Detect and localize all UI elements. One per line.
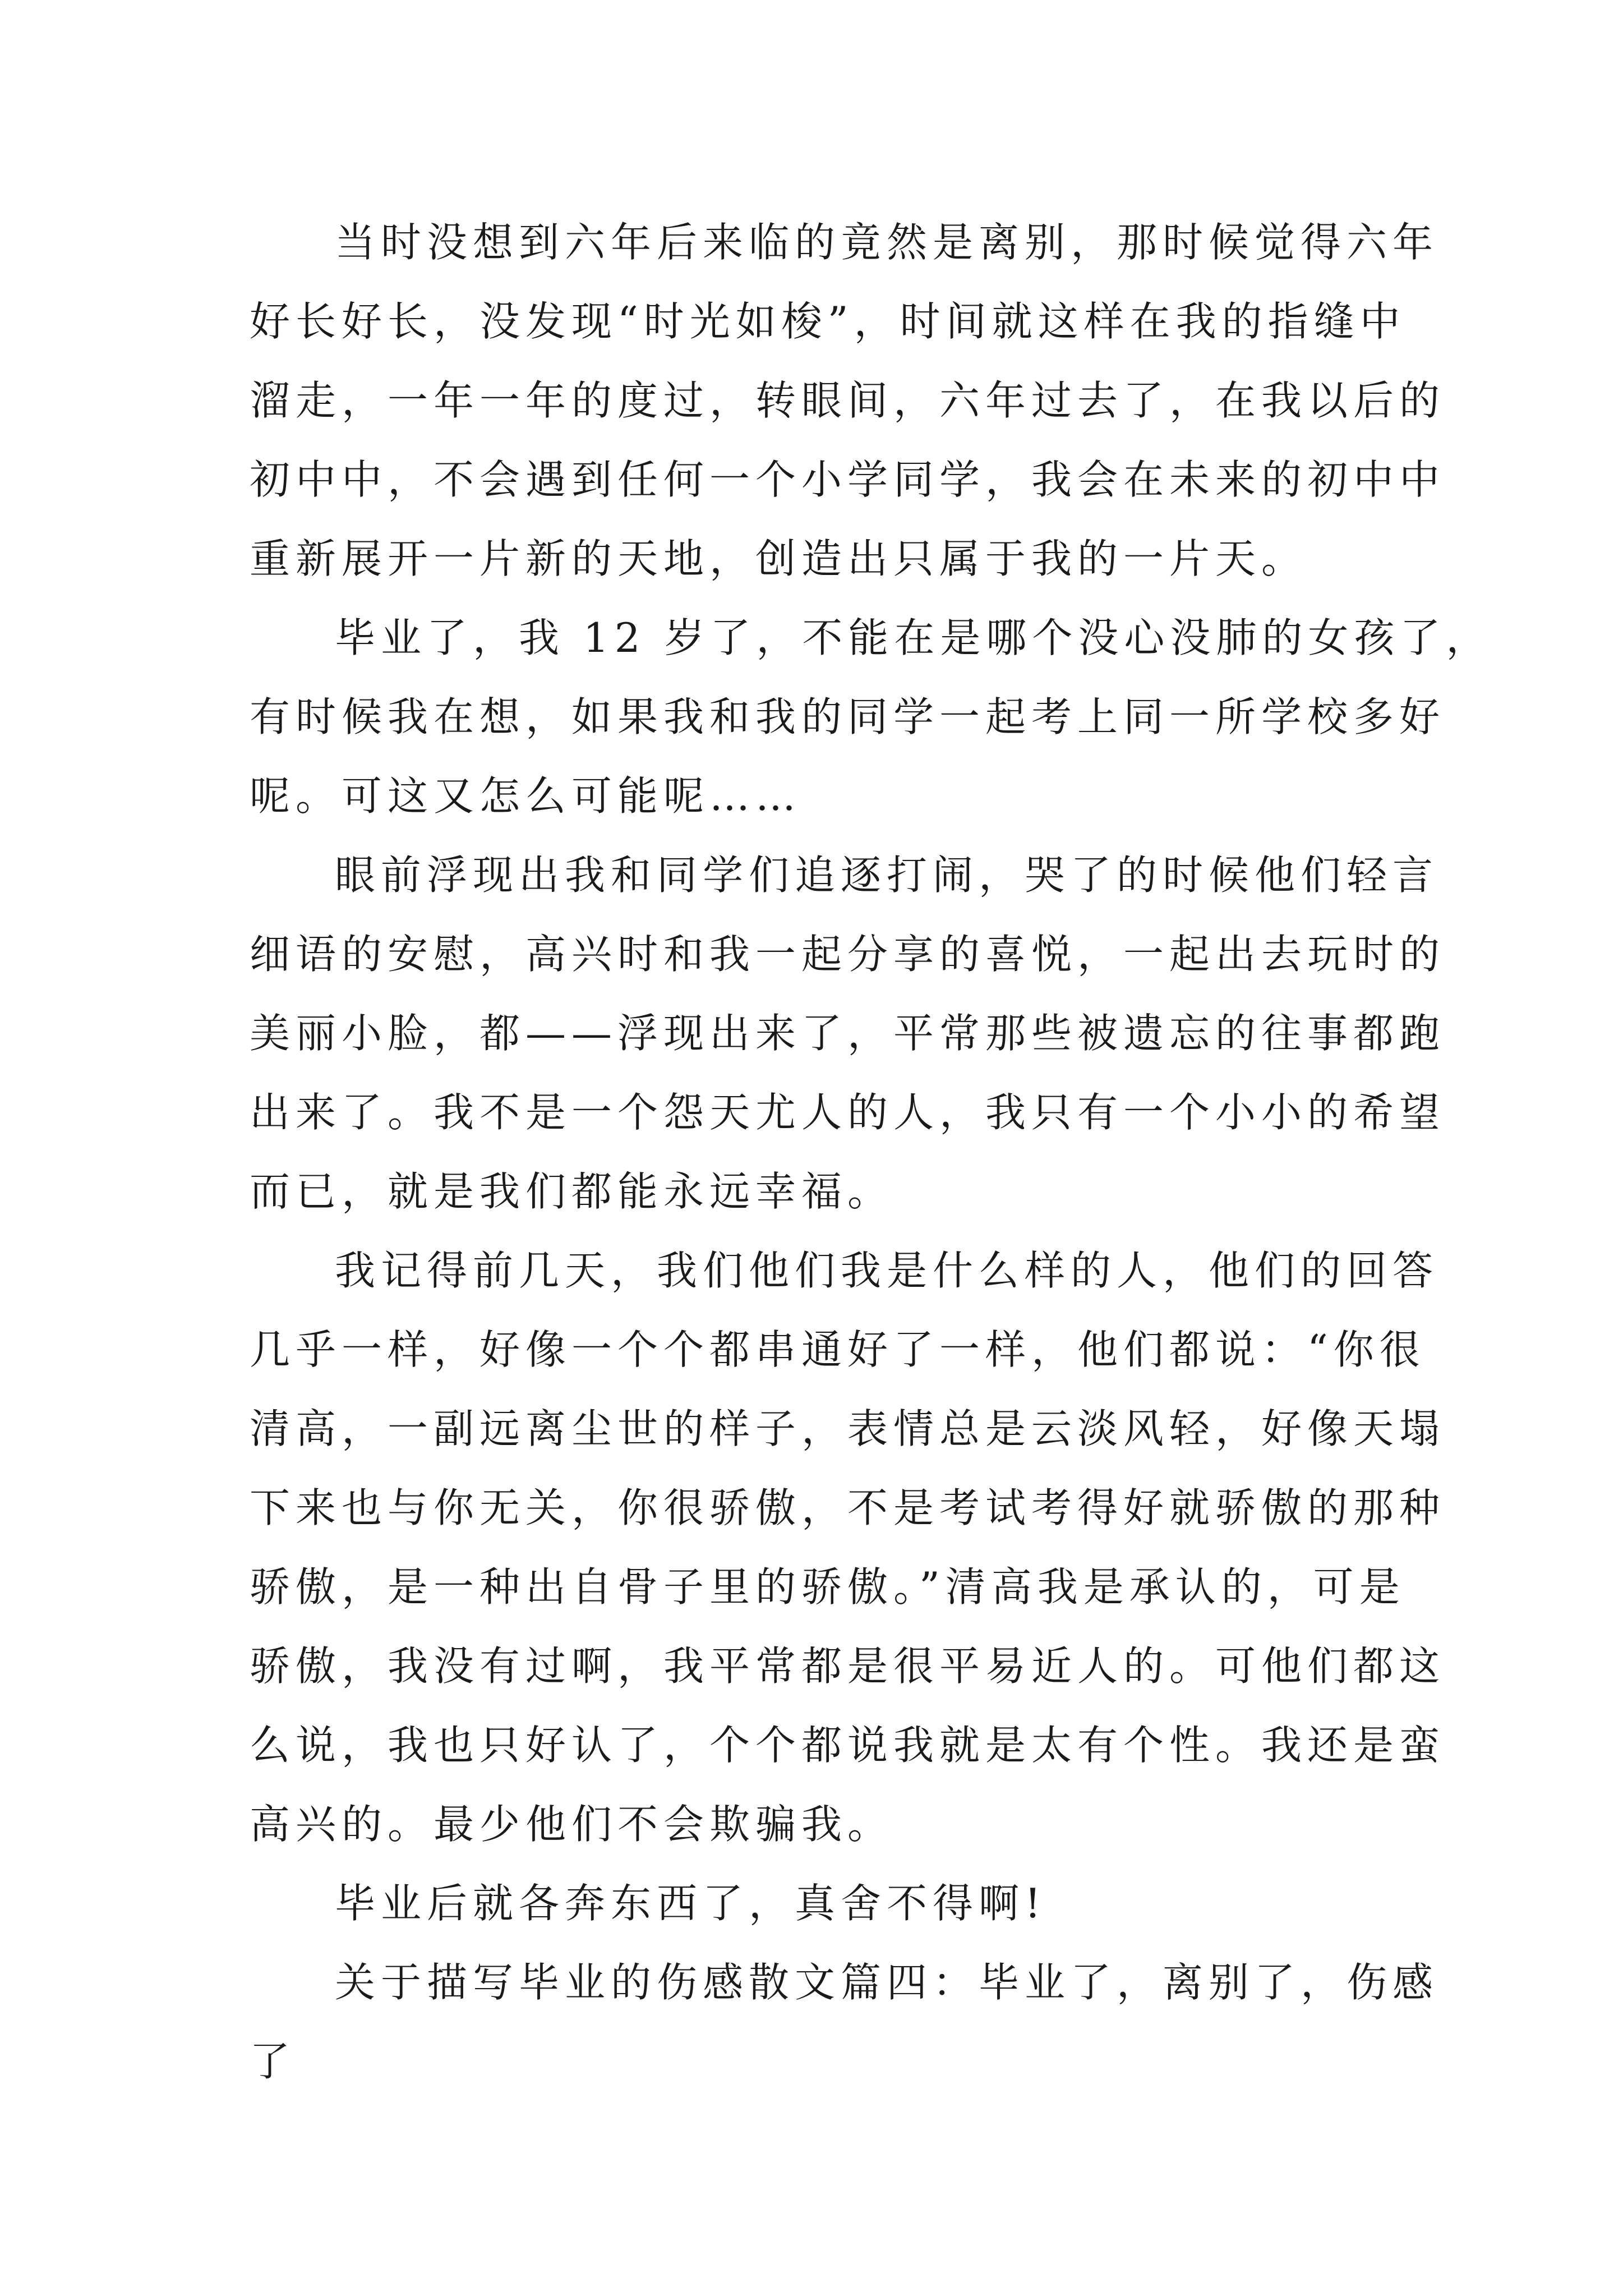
- text-line: 好长好长，没发现“时光如梭”，时间就这样在我的指缝中: [250, 298, 1406, 345]
- text-line: 重新展开一片新的天地，创造出只属于我的一片天。: [250, 535, 1308, 582]
- text-line: 当时没想到六年后来临的竟然是离别，那时候觉得六年: [335, 219, 1439, 266]
- paragraph: [250, 599, 1492, 836]
- text-line: 下来也与你无关，你很骄傲，不是考试考得好就骄傲的那种: [250, 1484, 1446, 1531]
- text-line: 骄傲，是一种出自骨子里的骄傲。”清高我是承认的，可是: [250, 1563, 1405, 1611]
- text-line: 出来了。我不是一个怨天尤人的人，我只有一个小小的希望: [250, 1089, 1446, 1136]
- paragraph: [250, 1943, 1439, 2101]
- text-line: 毕业后就各奔东西了，真舍不得啊!: [335, 1880, 1046, 1927]
- body-text: [250, 203, 1492, 2101]
- paragraph: [250, 836, 1446, 1231]
- text-line: 细语的安慰，高兴时和我一起分享的喜悦，一起出去玩时的: [250, 931, 1446, 978]
- paragraph: [250, 1864, 1394, 1943]
- text-line: 高兴的。最少他们不会欺骗我。: [250, 1801, 894, 1848]
- text-line: 清高，一副远离尘世的样子，表情总是云淡风轻，好像天塌: [250, 1405, 1446, 1452]
- text-line: 有时候我在想，如果我和我的同学一起考上同一所学校多好: [250, 693, 1446, 740]
- text-line: 美丽小脸，都——浮现出来了，平常那些被遗忘的往事都跑: [250, 1010, 1446, 1057]
- text-line: 了: [250, 2038, 296, 2085]
- paragraph: [250, 203, 1446, 599]
- text-line: 溜走，一年一年的度过，转眼间，六年过去了，在我以后的: [250, 377, 1446, 424]
- text-line: 呢。可这又怎么可能呢……: [250, 772, 802, 820]
- text-line: 毕业了，我 12 岁了，不能在是哪个没心没肺的女孩了，: [335, 614, 1492, 661]
- text-line: 骄傲，我没有过啊，我平常都是很平易近人的。可他们都这: [250, 1642, 1446, 1690]
- paragraph: [250, 1231, 1446, 1864]
- text-line: 关于描写毕业的伤感散文篇四：毕业了，离别了，伤感: [335, 1959, 1439, 2006]
- text-line: 而已，就是我们都能永远幸福。: [250, 1168, 894, 1215]
- text-line: 我记得前几天，我们他们我是什么样的人，他们的回答: [335, 1247, 1439, 1294]
- text-line: 眼前浮现出我和同学们追逐打闹，哭了的时候他们轻言: [335, 852, 1439, 899]
- text-line: 几乎一样，好像一个个都串通好了一样，他们都说：“你很: [250, 1326, 1426, 1373]
- text-line: 么说，我也只好认了，个个都说我就是太有个性。我还是蛮: [250, 1722, 1446, 1769]
- text-line: 初中中，不会遇到任何一个小学同学，我会在未来的初中中: [250, 456, 1446, 503]
